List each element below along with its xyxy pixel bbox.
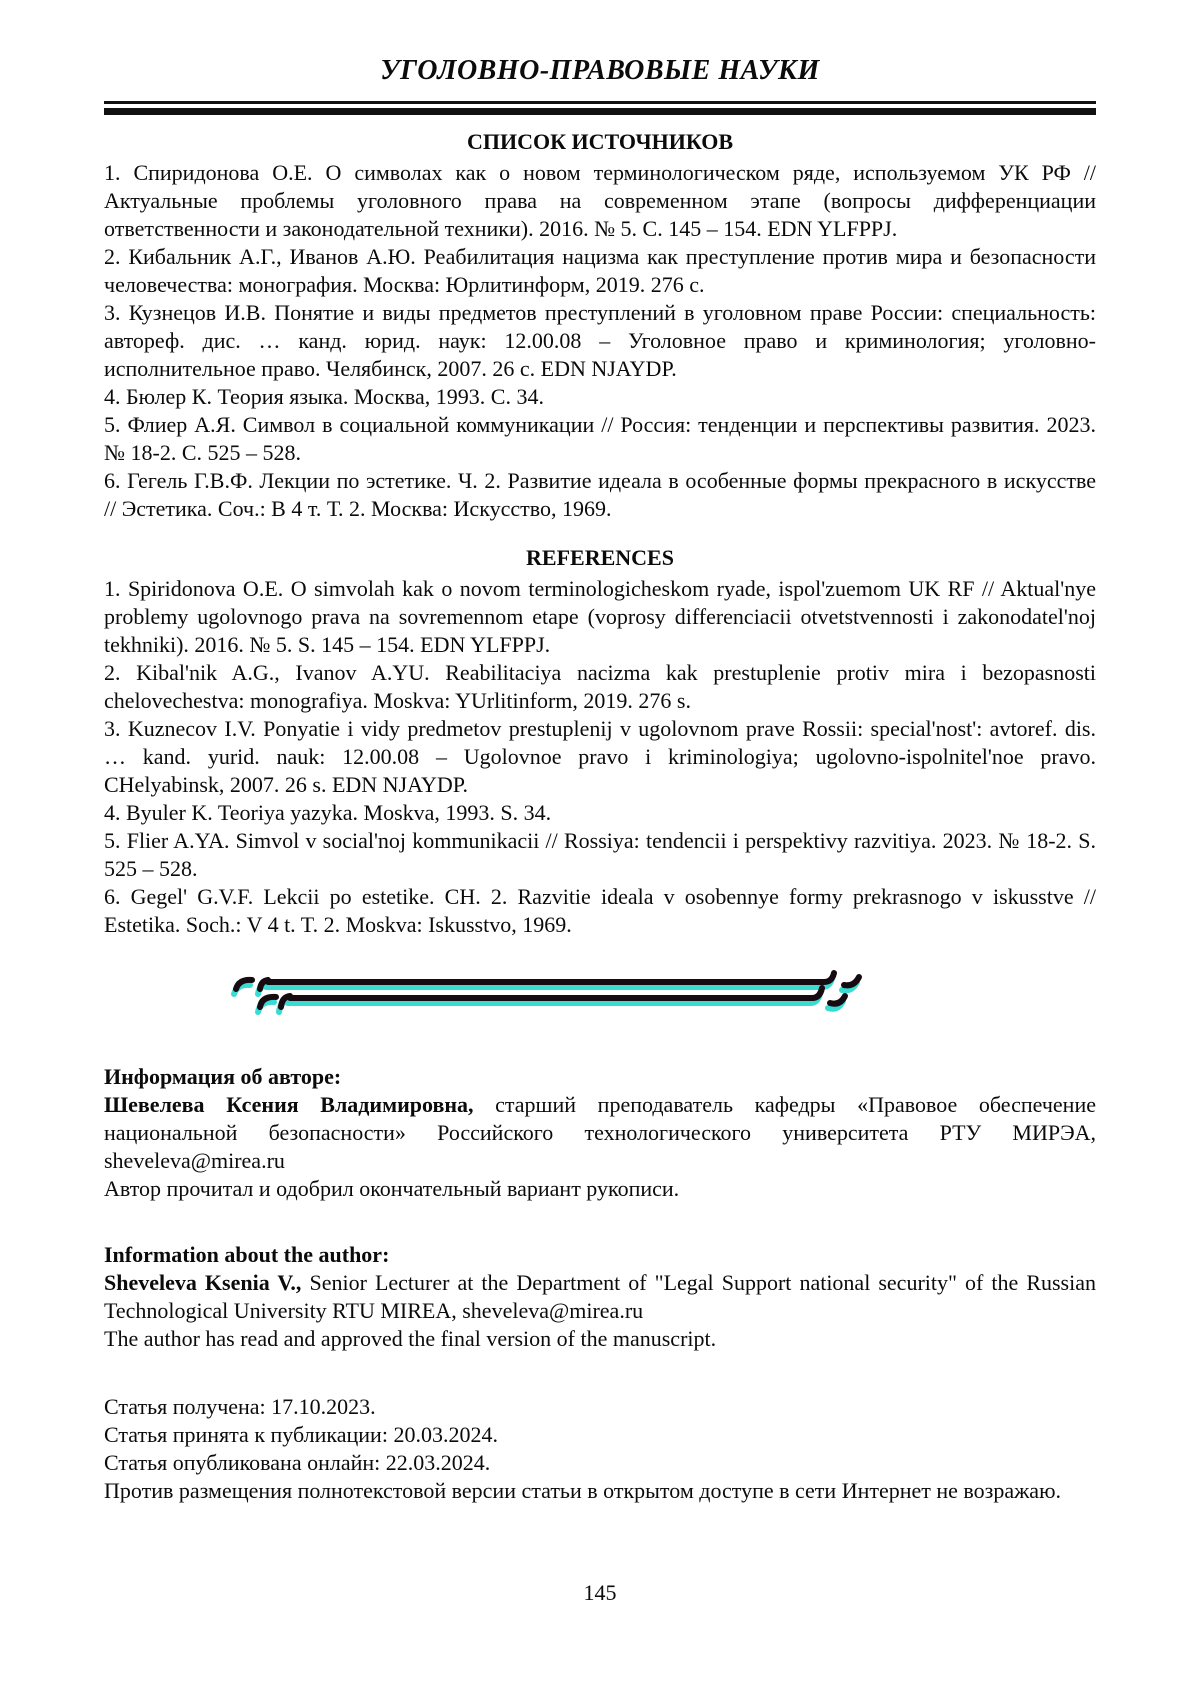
source-item-2: 2. Кибальник А.Г., Иванов А.Ю. Реабилитация нацизма как преступление против мира и безопасности человечества: монография. Москва: Юрлитинформ, 2019. 276 с. — [104, 244, 1096, 297]
author-info-ru-section — [104, 1063, 1096, 1203]
reference-item-3: 3. Kuznecov I.V. Ponyatie i vidy predmetov prestuplenij v ugolovnom prave Rossii: special'nost': avtoref. dis. … kand. yurid. nauk: 12.00.08 – Ugolovnoe pravo i kriminologiya; ugolovno-ispolnitel'noe pravo. CHelyabinsk, 2007. 26 s. EDN NJAYDP. — [104, 716, 1096, 797]
author-info-en-section — [104, 1241, 1096, 1353]
date-received: Статья получена: 17.10.2023. — [104, 1394, 376, 1419]
source-item-5: 5. Флиер А.Я. Символ в социальной коммуникации // Россия: тенденции и перспективы развития. 2023. № 18-2. С. 525 – 528. — [104, 412, 1096, 465]
running-head: УГОЛОВНО-ПРАВОВЫЕ НАУКИ — [380, 55, 820, 86]
author-note-en: The author has read and approved the final version of the manuscript. — [104, 1326, 717, 1351]
reference-item-5: 5. Flier A.YA. Simvol v social'noj kommunikacii // Rossiya: tendencii i perspektivy razvitiya. 2023. № 18-2. S. 525 – 528. — [104, 828, 1096, 881]
source-item-1: 1. Спиридонова О.Е. О символах как о новом терминологическом ряде, используемом УК РФ // Актуальные проблемы уголовного права на современном этапе (вопросы дифференциации ответственности и законодательной техники). 2016. № 5. С. 145 – 154. EDN YLFPPJ. — [104, 160, 1096, 241]
sources-section — [104, 127, 1096, 523]
source-item-6: 6. Гегель Г.В.Ф. Лекции по эстетике. Ч. 2. Развитие идеала в особенные формы прекрасного в искусстве // Эстетика. Соч.: В 4 т. Т. 2. Москва: Искусство, 1969. — [104, 468, 1096, 521]
author-info-en-text — [104, 1269, 1096, 1325]
reference-item-1: 1. Spiridonova O.E. O simvolah kak o novom terminologicheskom ryade, ispol'zuemom UK RF // Aktual'nye problemy ugolovnogo prava na sovremennom etape (voprosy differenciacii otvetstvennosti i zakonodatel'noj tekhniki). 2016. № 5. S. 145 – 154. EDN YLFPPJ. — [104, 576, 1096, 657]
author-info-ru-text — [104, 1091, 1096, 1175]
author-details-en: Senior Lecturer at the Department of "Legal Support national security" of the Russian Technological University RTU MIREA, sheveleva@mirea.ru — [104, 1270, 1096, 1323]
references-heading: REFERENCES — [526, 545, 674, 570]
source-item-4: 4. Бюлер К. Теория языка. Москва, 1993. С. 34. — [104, 384, 544, 409]
decorative-divider — [224, 969, 884, 1019]
author-info-en-heading: Information about the author: — [104, 1242, 390, 1267]
author-name-ru: Шевелева Ксения Владимировна, — [104, 1092, 474, 1117]
page-number: 145 — [583, 1580, 617, 1605]
author-name-en: Sheveleva Ksenia V., — [104, 1270, 302, 1295]
date-published: Статья опубликована онлайн: 22.03.2024. — [104, 1450, 491, 1475]
divider-flourish-graphic — [224, 969, 884, 1019]
author-note-ru: Автор прочитал и одобрил окончательный вариант рукописи. — [104, 1176, 680, 1201]
article-dates-section — [104, 1393, 1096, 1505]
source-item-3: 3. Кузнецов И.В. Понятие и виды предметов преступлений в уголовном праве России: специальность: автореф. дис. … канд. юрид. наук: 12.00.08 – Уголовное право и криминология; уголовно-исполнительное право. Челябинск, 2007. 26 с. EDN NJAYDP. — [104, 300, 1096, 381]
sources-heading: СПИСОК ИСТОЧНИКОВ — [466, 129, 734, 154]
author-details-ru: старший преподаватель кафедры «Правовое обеспечение национальной безопасности» Российского технологического университета РТУ МИРЭА, sheveleva@mirea.ru — [104, 1092, 1096, 1173]
date-accepted: Статья принята к публикации: 20.03.2024. — [104, 1422, 498, 1447]
author-info-ru-heading: Информация об авторе: — [104, 1064, 342, 1089]
header-rule-thick — [104, 108, 1096, 115]
reference-item-4: 4. Byuler K. Teoriya yazyka. Moskva, 1993. S. 34. — [104, 800, 552, 825]
page-header — [104, 54, 1096, 115]
reference-item-6: 6. Gegel' G.V.F. Lekcii po estetike. CH. 2. Razvitie ideala v osobennye formy prekrasnogo v iskusstve // Estetika. Soch.: V 4 t. T. 2. Moskva: Iskusstvo, 1969. — [104, 884, 1096, 937]
reference-item-2: 2. Kibal'nik A.G., Ivanov A.YU. Reabilitaciya nacizma kak prestuplenie protiv mira i bezopasnosti chelovechestva: monografiya. Moskva: YUrlitinform, 2019. 276 s. — [104, 660, 1096, 713]
references-section — [104, 543, 1096, 939]
open-access-note: Против размещения полнотекстовой версии статьи в открытом доступе в сети Интернет не возражаю. — [104, 1478, 1062, 1503]
